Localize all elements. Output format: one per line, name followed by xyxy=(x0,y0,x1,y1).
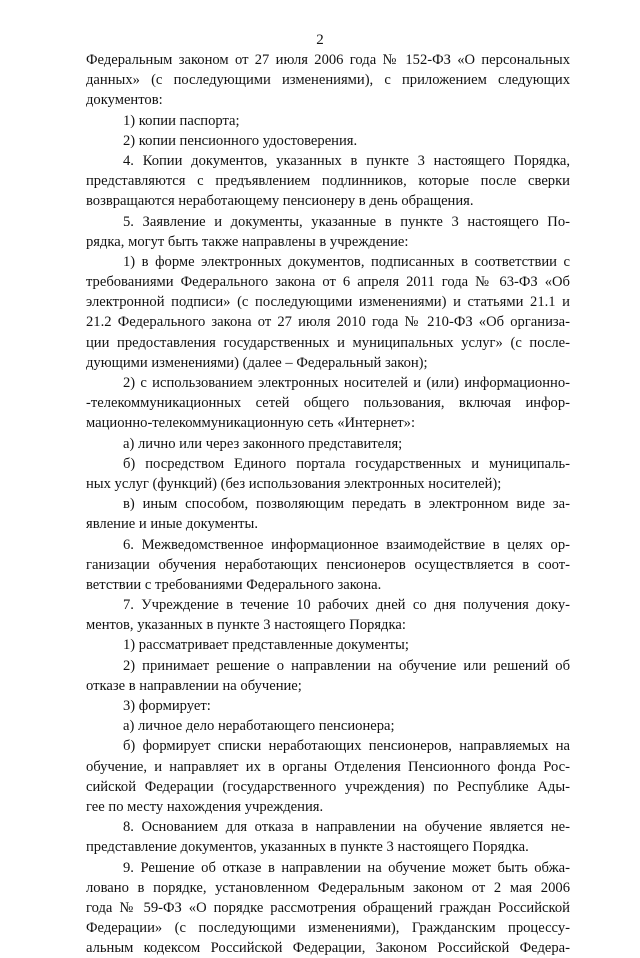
text-line: ных услуг (функций) (без использования электронных носителей); xyxy=(86,475,502,492)
text-line: ганизации обучения неработающих пенсионеров осуществляется в соот- xyxy=(86,556,570,573)
text-line: обучение, и направляет их в органы Отделения Пенсионного фонда Рос- xyxy=(86,758,570,775)
page-number: 2 xyxy=(316,32,324,48)
text-line: Федеральным законом от 27 июля 2006 года № 152-ФЗ «О персональных xyxy=(86,52,570,68)
text-line: а) личное дело неработающего пенсионера; xyxy=(123,718,395,735)
text-line: альным кодексом Российской Федерации, Законом Российской Федера- xyxy=(86,940,570,957)
text-line: 6. Межведомственное информационное взаимодействие в целях ор- xyxy=(123,536,570,553)
text-line: документов: xyxy=(86,92,163,109)
text-line: рядка, могут быть также направлены в учреждение: xyxy=(86,233,409,250)
text-line: Федерации» (с последующими изменениями), Гражданским процессу- xyxy=(86,920,570,937)
text-line: данных» (с последующими изменениями), с приложением следующих xyxy=(86,72,570,89)
text-line: 3) формирует: xyxy=(123,698,211,714)
text-line: б) формирует списки неработающих пенсионеров, направляемых на xyxy=(123,738,570,755)
document-body xyxy=(86,50,570,958)
text-line: отказе в направлении на обучение; xyxy=(86,677,302,694)
text-line: ветствии с требованиями Федерального закона. xyxy=(86,576,382,593)
text-line: ловано в порядке, установленном Федеральным законом от 2 мая 2006 xyxy=(86,879,570,896)
text-line: дующими изменениями) (далее – Федеральный закон); xyxy=(86,354,428,371)
text-line: сийской Федерации (государственного учреждения) по Республике Ады- xyxy=(86,778,570,795)
text-line: представляются с предъявлением подлинников, которые после сверки xyxy=(86,173,570,190)
text-line: требованиями Федерального закона от 6 апреля 2011 года № 63-ФЗ «Об xyxy=(86,274,570,291)
text-line: ментов, указанных в пункте 3 настоящего Порядка: xyxy=(86,617,406,634)
text-line: явление и иные документы. xyxy=(86,516,258,533)
text-line: а) лично или через законного представителя; xyxy=(123,435,403,452)
text-line: 8. Основанием для отказа в направлении на обучение является не- xyxy=(123,819,570,836)
text-line: года № 59-ФЗ «О порядке рассмотрения обращений граждан Российской xyxy=(86,899,570,916)
text-line: 1) копии паспорта; xyxy=(123,112,240,129)
text-line: 7. Учреждение в течение 10 рабочих дней со дня получения доку- xyxy=(123,597,570,614)
text-line: 1) рассматривает представленные документы; xyxy=(123,637,409,654)
text-line: 21.2 Федерального закона от 27 июля 2010 года № 210-ФЗ «Об организа- xyxy=(86,314,570,331)
text-line: возвращаются неработающему пенсионеру в день обращения. xyxy=(86,193,474,210)
text-line: 2) с использованием электронных носителей и (или) информационно- xyxy=(123,375,570,391)
text-line: 2) копии пенсионного удостоверения. xyxy=(123,132,358,149)
text-line: гее по месту нахождения учреждения. xyxy=(86,798,324,815)
text-line: представление документов, указанных в пункте 3 настоящего Порядка. xyxy=(86,839,529,856)
text-line: в) иным способом, позволяющим передать в электронном виде за- xyxy=(123,496,570,513)
text-line: -телекоммуникационных сетей общего пользования, включая инфор- xyxy=(86,395,570,412)
text-line: б) посредством Единого портала государственных и муниципаль- xyxy=(123,455,570,472)
text-line: 5. Заявление и документы, указанные в пункте 3 настоящего По- xyxy=(123,213,570,230)
text-line: 4. Копии документов, указанных в пункте 3 настоящего Порядка, xyxy=(123,152,570,169)
text-line: ции предоставления государственных и муниципальных услуг» (с после- xyxy=(86,334,570,351)
text-line: 9. Решение об отказе в направлении на обучение может быть обжа- xyxy=(123,859,570,876)
text-line: электронной подписи» (с последующими изменениями) и статьями 21.1 и xyxy=(86,294,570,311)
text-line: 1) в форме электронных документов, подписанных в соответствии с xyxy=(123,253,570,270)
text-line: мационно-телекоммуникационную сеть «Интернет»: xyxy=(86,415,416,432)
text-line: 2) принимает решение о направлении на обучение или решений об xyxy=(123,657,570,674)
